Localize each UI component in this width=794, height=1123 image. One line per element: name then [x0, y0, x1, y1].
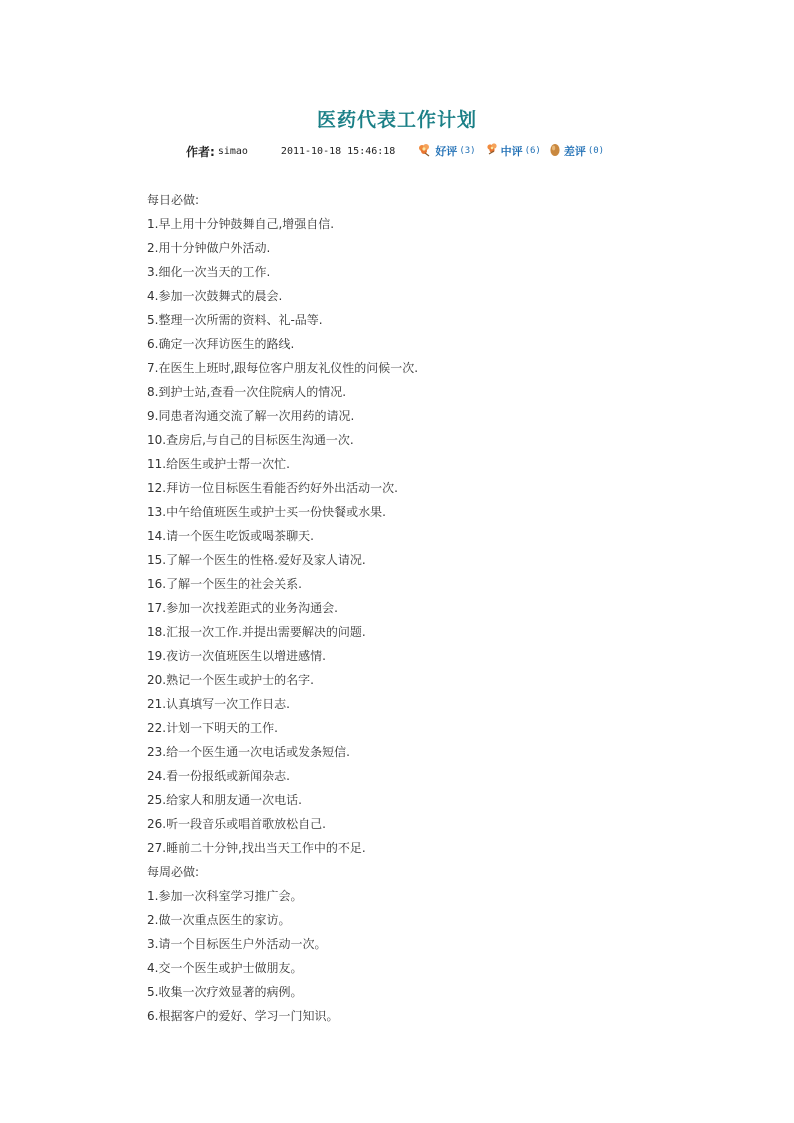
list-item: 17.参加一次找差距式的业务沟通会. [147, 601, 338, 615]
rating-bad-count: (0) [587, 146, 605, 156]
list-item: 27.睡前二十分钟,找出当天工作中的不足. [147, 841, 366, 855]
list-item: 10.查房后,与自己的目标医生沟通一次. [147, 433, 354, 447]
article-body [147, 188, 707, 1028]
list-item: 4.参加一次鼓舞式的晨会. [147, 289, 283, 303]
list-item: 25.给家人和朋友通一次电话. [147, 793, 302, 807]
egg-icon [549, 142, 561, 160]
list-item: 24.看一份报纸或新闻杂志. [147, 769, 290, 783]
list-item: 20.熟记一个医生或护士的名字. [147, 673, 314, 687]
rating-mid-link[interactable] [486, 143, 541, 160]
list-item: 2.用十分钟做户外活动. [147, 241, 271, 255]
list-item: 8.到护士站,查看一次住院病人的情况. [147, 385, 347, 399]
list-item: 15.了解一个医生的性格.爱好及家人请况. [147, 553, 366, 567]
weekly-list [147, 884, 707, 1028]
weekly-heading: 每周必做: [147, 865, 200, 879]
rating-mid-label: 中评 [500, 145, 523, 158]
list-item: 14.请一个医生吃饭或喝茶聊天. [147, 529, 314, 543]
list-item: 3.细化一次当天的工作. [147, 265, 271, 279]
list-item: 2.做一次重点医生的家访。 [147, 913, 291, 927]
rating-good-count: (3) [459, 146, 476, 156]
list-item: 5.收集一次疗效显著的病例。 [147, 985, 303, 999]
rating-good-label: 好评 [435, 145, 458, 158]
list-item: 22.计划一下明天的工作. [147, 721, 278, 735]
list-item: 13.中午给值班医生或护士买一份快餐或水果. [147, 505, 386, 519]
list-item: 6.根据客户的爱好、学习一门知识。 [147, 1009, 339, 1023]
list-item: 12.拜访一位目标医生看能否约好外出活动一次. [147, 481, 398, 495]
flower-pair-icon [486, 143, 500, 160]
list-item: 1.参加一次科室学习推广会。 [147, 889, 303, 903]
list-item: 5.整理一次所需的资料、礼-品等. [147, 313, 323, 327]
list-item: 6.确定一次拜访医生的路线. [147, 337, 295, 351]
daily-list [147, 212, 707, 860]
list-item: 18.汇报一次工作.并提出需要解决的问题. [147, 625, 366, 639]
rating-bad-label: 差评 [563, 145, 586, 158]
list-item: 7.在医生上班时,跟每位客户朋友礼仪性的问候一次. [147, 361, 419, 375]
list-item: 3.请一个目标医生户外活动一次。 [147, 937, 327, 951]
daily-heading: 每日必做: [147, 193, 200, 207]
list-item: 19.夜访一次值班医生以增进感情. [147, 649, 326, 663]
rating-bad-link[interactable] [549, 142, 604, 160]
article-meta [186, 142, 604, 160]
list-item: 9.同患者沟通交流了解一次用药的请况. [147, 409, 355, 423]
list-item: 11.给医生或护士帮一次忙. [147, 457, 290, 471]
rating-good-link[interactable] [417, 143, 475, 160]
author-label: 作者: [186, 144, 215, 159]
list-item: 21.认真填写一次工作日志. [147, 697, 290, 711]
author-name: simao [217, 145, 248, 157]
list-item: 26.听一段音乐或唱首歌放松自己. [147, 817, 326, 831]
list-item: 4.交一个医生或护士做朋友。 [147, 961, 303, 975]
publish-date: 2011-10-18 15:46:18 [280, 145, 396, 157]
list-item: 23.给一个医生通一次电话或发条短信. [147, 745, 350, 759]
rating-mid-count: (6) [524, 146, 541, 156]
page-title: 医药代表工作计划 [316, 109, 477, 131]
flower-icon [417, 143, 432, 160]
list-item: 16.了解一个医生的社会关系. [147, 577, 302, 591]
list-item: 1.早上用十分钟鼓舞自己,增强自信. [147, 217, 335, 231]
